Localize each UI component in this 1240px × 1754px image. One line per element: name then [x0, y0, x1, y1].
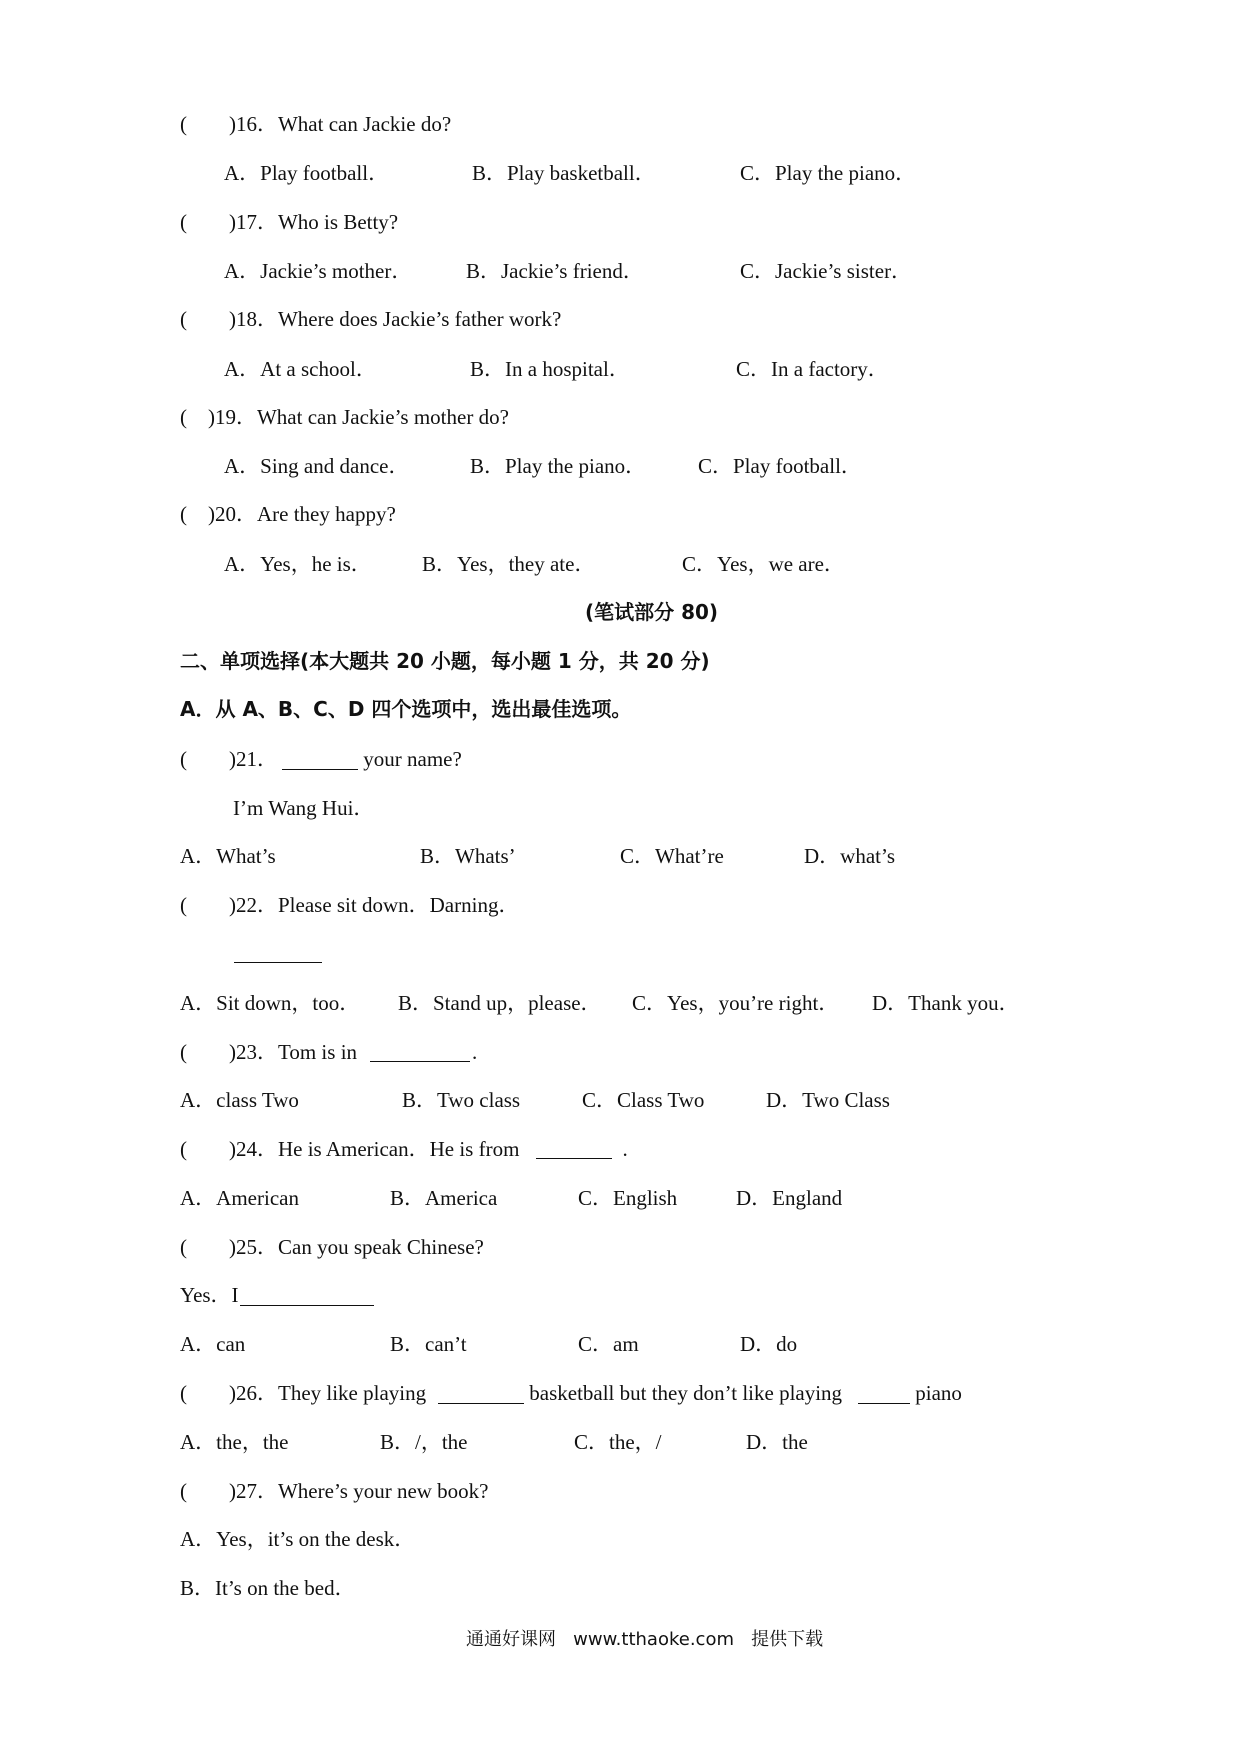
question-21-blank	[282, 769, 358, 770]
question-23-stem-prefix: ( )23．Tom is in	[180, 1040, 363, 1064]
question-26-option-c: C．the，/	[574, 1430, 662, 1454]
question-25-blank	[240, 1305, 374, 1306]
question-26-stem-suffix: piano	[910, 1381, 962, 1405]
question-16-stem: ( )16．What can Jackie do?	[180, 112, 452, 136]
question-25-option-b: B．can’t	[390, 1332, 467, 1356]
question-22-option-a: A．Sit down，too．	[180, 991, 361, 1015]
question-25-answer-prefix: Yes．I	[180, 1283, 239, 1307]
question-22-stem: ( )22．Please sit down．Darning．	[180, 893, 520, 917]
question-20-option-c: C．Yes，we are．	[682, 552, 845, 576]
question-24-stem-prefix: ( )24．He is American．He is from	[180, 1137, 520, 1161]
question-25-option-c: C．am	[578, 1332, 639, 1356]
question-24-stem-suffix: .	[612, 1137, 628, 1161]
question-26-blank-2	[858, 1403, 910, 1404]
question-26-blank-1	[438, 1403, 524, 1404]
question-17-option-a: A．Jackie’s mother．	[224, 259, 413, 283]
question-23-blank	[370, 1061, 470, 1062]
question-19-option-b: B．Play the piano．	[470, 454, 647, 478]
question-16-option-c: C．Play the piano．	[740, 161, 917, 185]
question-25-option-d: D．do	[740, 1332, 798, 1356]
question-21-option-d: D．what’s	[804, 844, 895, 868]
question-21-stem-prefix: ( )21．	[180, 747, 278, 771]
question-23-option-a: A．class Two	[180, 1088, 299, 1112]
question-26-stem-middle: basketball but they don’t like playing	[524, 1381, 843, 1405]
question-26-stem-prefix: ( )26．They like playing	[180, 1381, 427, 1405]
question-27-option-a: A．Yes，it’s on the desk．	[180, 1527, 416, 1551]
question-20-option-a: A．Yes，he is．	[224, 552, 372, 576]
section-2-a-instruction: A．从 A、B、C、D 四个选项中，选出最佳选项。	[180, 697, 632, 721]
question-16-option-b: B．Play basketball．	[472, 161, 656, 185]
question-23-option-c: C．Class Two	[582, 1088, 705, 1112]
question-26-option-a: A．the，the	[180, 1430, 289, 1454]
question-24-option-d: D．England	[736, 1186, 843, 1210]
question-24-option-b: B．America	[390, 1186, 498, 1210]
question-20-stem: ( )20．Are they happy?	[180, 502, 396, 526]
question-22-option-b: B．Stand up，please．	[398, 991, 602, 1015]
question-20-option-b: B．Yes，they ate．	[422, 552, 596, 576]
question-19-stem: ( )19．What can Jackie’s mother do?	[180, 405, 509, 429]
question-18-option-b: B．In a hospital．	[470, 357, 630, 381]
question-25-stem: ( )25．Can you speak Chinese?	[180, 1235, 484, 1259]
question-17-stem: ( )17．Who is Betty?	[180, 210, 399, 234]
question-23-option-b: B．Two class	[402, 1088, 521, 1112]
question-19-option-a: A．Sing and dance．	[224, 454, 410, 478]
question-22-answer-blank	[234, 962, 322, 963]
question-23-stem-suffix: .	[472, 1040, 478, 1064]
question-17-option-c: C．Jackie’s sister．	[740, 259, 913, 283]
question-19-option-c: C．Play football．	[698, 454, 862, 478]
question-21-option-c: C．What’re	[620, 844, 724, 868]
question-27-option-b: B．It’s on the bed．	[180, 1576, 356, 1600]
question-22-option-d: D．Thank you．	[872, 991, 1020, 1015]
question-26-option-b: B．/，the	[380, 1430, 468, 1454]
question-24-option-a: A．American	[180, 1186, 299, 1210]
question-22-option-c: C．Yes，you’re right．	[632, 991, 840, 1015]
question-24-option-c: C．English	[578, 1186, 678, 1210]
written-part-header: (笔试部分 80)	[585, 600, 719, 624]
question-23-option-d: D．Two Class	[766, 1088, 890, 1112]
question-18-stem: ( )18．Where does Jackie’s father work?	[180, 307, 562, 331]
page-footer: 通通好课网 www.tthaoke.com 提供下载	[466, 1629, 824, 1650]
question-21-stem-suffix: your name?	[358, 747, 462, 771]
question-27-stem: ( )27．Where’s your new book?	[180, 1479, 489, 1503]
question-16-option-a: A．Play football．	[224, 161, 390, 185]
question-26-option-d: D．the	[746, 1430, 808, 1454]
question-21-answer-line: I’m Wang Hui．	[233, 796, 375, 820]
question-21-option-b: B．Whats’	[420, 844, 516, 868]
question-21-option-a: A．What’s	[180, 844, 276, 868]
question-18-option-a: A．At a school．	[224, 357, 377, 381]
question-25-option-a: A．can	[180, 1332, 246, 1356]
question-17-option-b: B．Jackie’s friend．	[466, 259, 644, 283]
question-24-blank	[536, 1158, 612, 1159]
question-18-option-c: C．In a factory．	[736, 357, 889, 381]
section-2-title: 二、单项选择(本大题共 20 小题，每小题 1 分，共 20 分)	[180, 649, 710, 673]
